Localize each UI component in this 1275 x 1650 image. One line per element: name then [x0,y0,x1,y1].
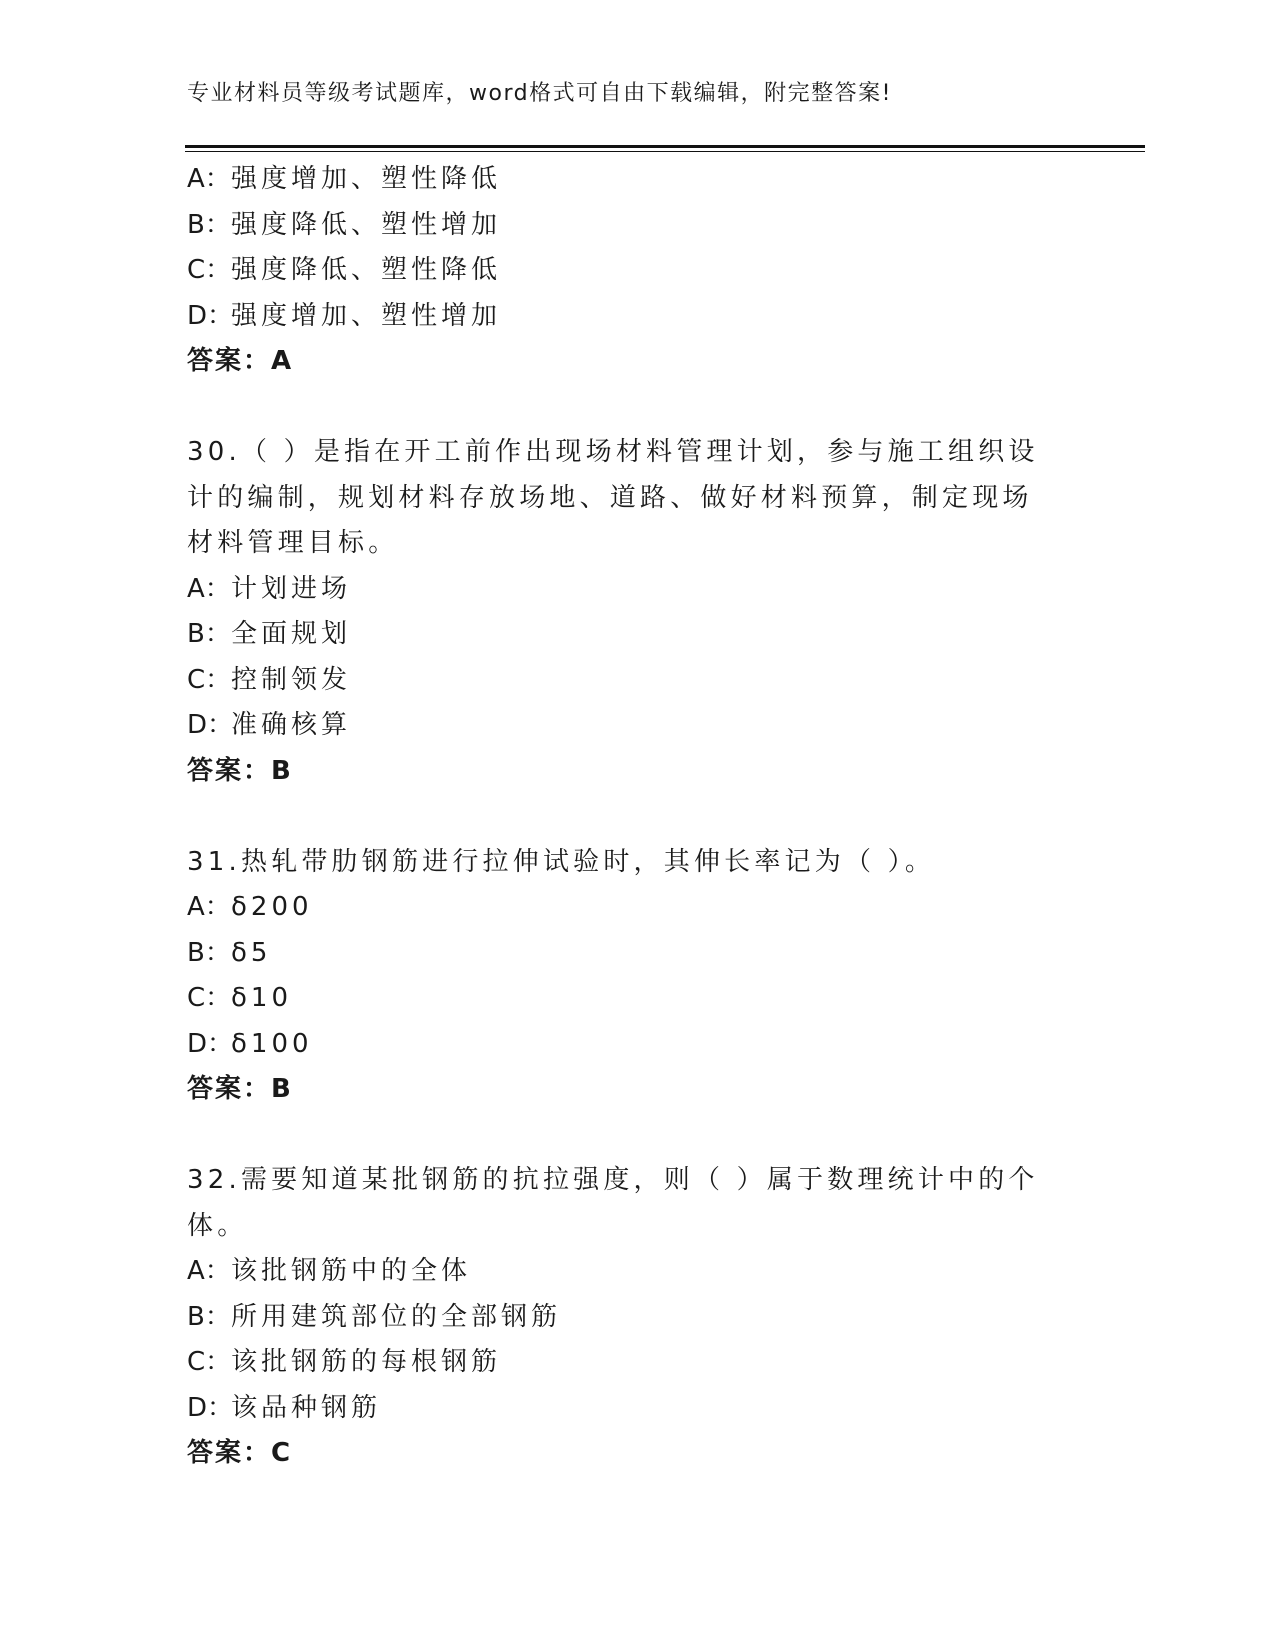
option-d: D：准确核算 [187,710,352,740]
header-rule-thin [185,151,1145,152]
option-d: D：强度增加、塑性增加 [187,300,502,331]
option-b: B：δ5 [187,937,272,968]
option-b: B：强度降低、塑性增加 [187,209,502,240]
question-block [187,1158,1087,1477]
option-d: D：δ100 [187,1028,313,1059]
page-header: 专业材料员等级考试题库，word格式可自由下载编辑，附完整答案! [187,81,892,106]
question-stem: 30.（ ）是指在开工前作出现场材料管理计划，参与施工组织设计的编制，规划材料存放场地、道路、做好材料预算，制定现场材料管理目标。 [187,437,1039,558]
answer: 答案：B [187,755,293,786]
option-a: A：δ200 [187,892,313,922]
header-rule-thick [185,145,1145,148]
option-b: B：所用建筑部位的全部钢筋 [187,1301,562,1332]
option-b: B：全面规划 [187,619,352,649]
option-a: A：该批钢筋中的全体 [187,1256,472,1286]
option-c: C：控制领发 [187,664,352,695]
spacer [187,1113,1087,1159]
question-block [187,430,1087,794]
spacer [187,385,1087,431]
answer: 答案：C [187,1438,293,1468]
answer: 答案：A [187,346,294,376]
question-block [187,840,1087,1113]
option-c: C：δ10 [187,983,292,1013]
spacer [187,794,1087,840]
question-stem: 32.需要知道某批钢筋的抗拉强度，则（ ）属于数理统计中的个体。 [187,1165,1039,1241]
option-c: C：该批钢筋的每根钢筋 [187,1347,502,1377]
option-d: D：该品种钢筋 [187,1392,382,1423]
question-block [187,157,1087,385]
option-a: A：强度增加、塑性降低 [187,164,502,194]
answer: 答案：B [187,1074,293,1104]
option-c: C：强度降低、塑性降低 [187,255,502,285]
question-list [187,157,1087,1477]
option-a: A：计划进场 [187,573,352,604]
question-stem: 31.热轧带肋钢筋进行拉伸试验时，其伸长率记为（ ）。 [187,846,936,877]
